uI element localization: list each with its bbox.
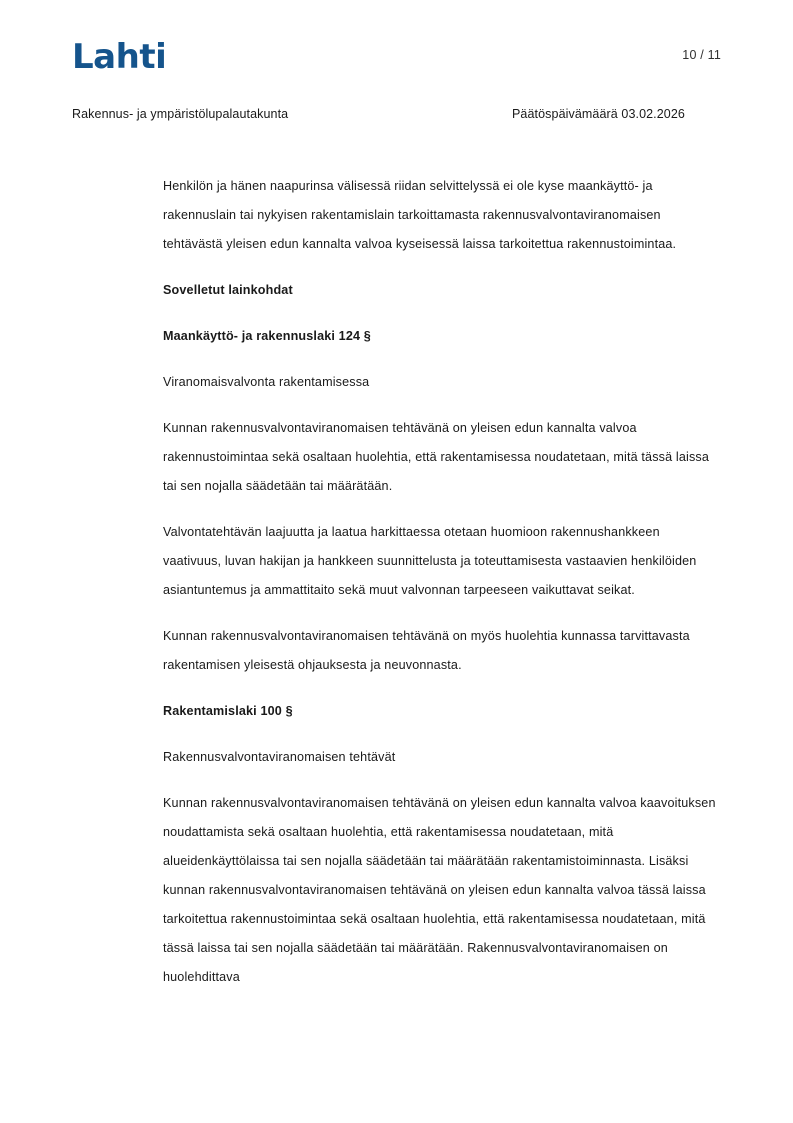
paragraph-mrl-subtitle: Viranomaisvalvonta rakentamisessa	[163, 375, 370, 389]
lahti-logo	[72, 37, 167, 77]
document-body	[163, 172, 721, 1009]
header-committee-name: Rakennus- ja ympäristölupalautakunta	[72, 107, 289, 121]
heading-rl-100: Rakentamislaki 100 §	[163, 704, 293, 718]
paragraph-mrl-3: Kunnan rakennusvalvontaviranomaisen tehtävänä on myös huolehtia kunnassa tarvittavasta rakentamisen yleisestä ohjauksesta ja neuvonnasta.	[163, 629, 690, 672]
paragraph-mrl-2: Valvontatehtävän laajuutta ja laatua harkittaessa otetaan huomioon rakennushankkeen vaativuus, luvan hakijan ja hankkeen suunnittelusta ja toteuttamisesta vastaavien henkilöiden asiantuntemus ja ammattitaito sekä muut valvonnan tarpeeseen vaikuttavat seikat.	[163, 525, 697, 597]
page-header	[0, 0, 793, 140]
page-number: 10 / 11	[682, 48, 721, 62]
paragraph-rl-subtitle: Rakennusvalvontaviranomaisen tehtävät	[163, 750, 396, 764]
header-decision-date: Päätöspäivämäärä 03.02.2026	[512, 107, 685, 121]
paragraph-intro: Henkilön ja hänen naapurinsa välisessä riidan selvittelyssä ei ole kyse maankäyttö- ja rakennuslain tai nykyisen rakentamislain tarkoittamasta rakennusvalvontaviranomaisen tehtävästä yleisen edun kannalta valvoa kyseisessä laissa tarkoitettua rakennustoimintaa.	[163, 179, 677, 251]
paragraph-rl-1: Kunnan rakennusvalvontaviranomaisen tehtävänä on yleisen edun kannalta valvoa kaavoituksen noudattamista sekä osaltaan huolehtia, että rakentamisessa noudatetaan, mitä alueidenkäyttölaissa tai sen nojalla säädetään tai määrätään rakentamistoiminnasta. Lisäksi kunnan rakennusvalvontaviranomaisen tehtävänä on yleisen edun kannalta valvoa tässä laissa tarkoitettua rakennustoimintaa sekä osaltaan huolehtia, että rakentamisessa noudatetaan, mitä tässä laissa tai sen nojalla säädetään tai määrätään. Rakennusvalvontaviranomaisen on huolehdittava	[163, 796, 716, 984]
paragraph-mrl-1: Kunnan rakennusvalvontaviranomaisen tehtävänä on yleisen edun kannalta valvoa rakennustoimintaa sekä osaltaan huolehtia, että rakentamisessa noudatetaan, mitä tässä laissa tai sen nojalla säädetään tai määrätään.	[163, 421, 710, 493]
logo-text: Lahti	[72, 37, 167, 77]
heading-applied-legislation: Sovelletut lainkohdat	[163, 283, 293, 297]
heading-mrl-124: Maankäyttö- ja rakennuslaki 124 §	[163, 329, 371, 343]
